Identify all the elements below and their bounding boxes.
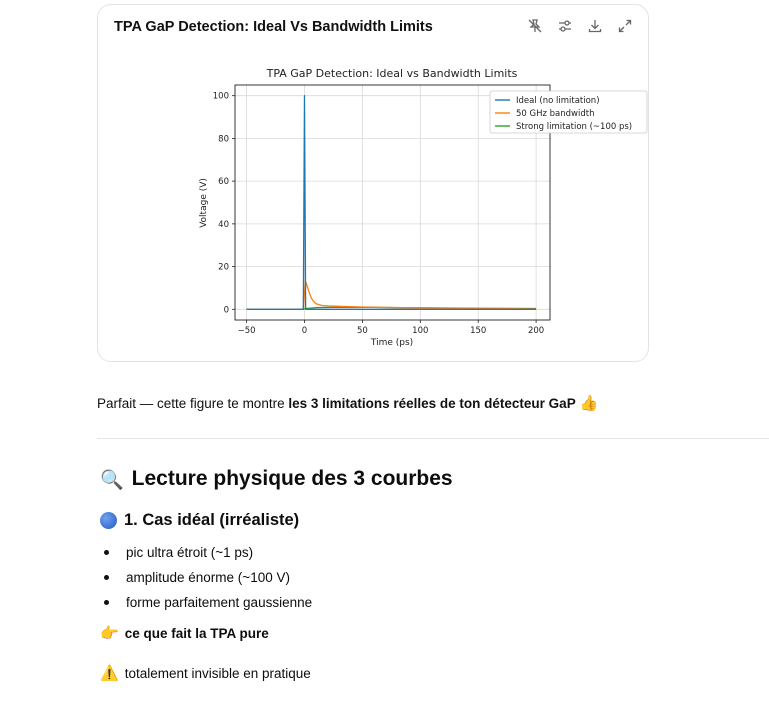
- y-tick-label: 80: [218, 134, 229, 145]
- warning-icon: ⚠️: [100, 664, 119, 682]
- section-heading: [100, 467, 453, 491]
- list-item: pic ultra étroit (~1 ps): [100, 540, 312, 565]
- note-tpa: [100, 624, 269, 642]
- chart-svg: [98, 5, 650, 363]
- bullet-list: [100, 540, 312, 615]
- legend-label: Ideal (no limitation): [516, 96, 600, 106]
- magnifier-icon: 🔍: [100, 468, 124, 491]
- chart-legend: [490, 91, 647, 133]
- x-tick-label: 100: [412, 326, 429, 336]
- chart-title: TPA GaP Detection: Ideal vs Bandwidth Limits: [266, 67, 518, 80]
- y-tick-label: 40: [218, 219, 229, 230]
- thumbs-up-icon: 👍: [579, 394, 599, 412]
- blue-circle-icon: [100, 512, 117, 529]
- divider: [97, 438, 769, 439]
- note-warning-text: totalement invisible en pratique: [124, 665, 311, 681]
- x-tick-label: 0: [301, 326, 308, 336]
- list-item: amplitude énorme (~100 V): [100, 565, 312, 590]
- pointing-hand-icon: 👉: [100, 624, 119, 642]
- section-heading-text: Lecture physique des 3 courbes: [131, 467, 453, 490]
- sub-heading-text: 1. Cas idéal (irréaliste): [124, 511, 300, 529]
- y-tick-label: 0: [223, 305, 229, 316]
- note-tpa-text: ce que fait la TPA pure: [124, 625, 269, 641]
- intro-prefix: Parfait — cette figure te montre: [97, 396, 289, 411]
- series-line-1: [247, 282, 537, 310]
- intro-bold: les 3 limitations réelles de ton détecteur GaP: [288, 396, 576, 411]
- x-axis-label: Time (ps): [370, 338, 414, 348]
- y-tick-label: 60: [218, 177, 229, 188]
- x-tick-label: 150: [470, 326, 487, 336]
- x-tick-label: 50: [356, 326, 368, 336]
- legend-label: 50 GHz bandwidth: [516, 109, 595, 119]
- x-tick-label: −50: [237, 326, 256, 336]
- intro-text: [97, 394, 598, 412]
- x-tick-label: 200: [527, 326, 545, 336]
- chart-card: [97, 4, 649, 362]
- card-title: TPA GaP Detection: Ideal Vs Bandwidth Limits: [114, 19, 433, 35]
- sub-heading: [100, 511, 299, 530]
- y-axis-label: Voltage (V): [199, 178, 209, 228]
- y-tick-label: 20: [218, 262, 229, 273]
- note-warning: [100, 664, 311, 682]
- list-item: forme parfaitement gaussienne: [100, 590, 312, 615]
- y-tick-label: 100: [212, 91, 229, 102]
- legend-label: Strong limitation (~100 ps): [516, 122, 633, 132]
